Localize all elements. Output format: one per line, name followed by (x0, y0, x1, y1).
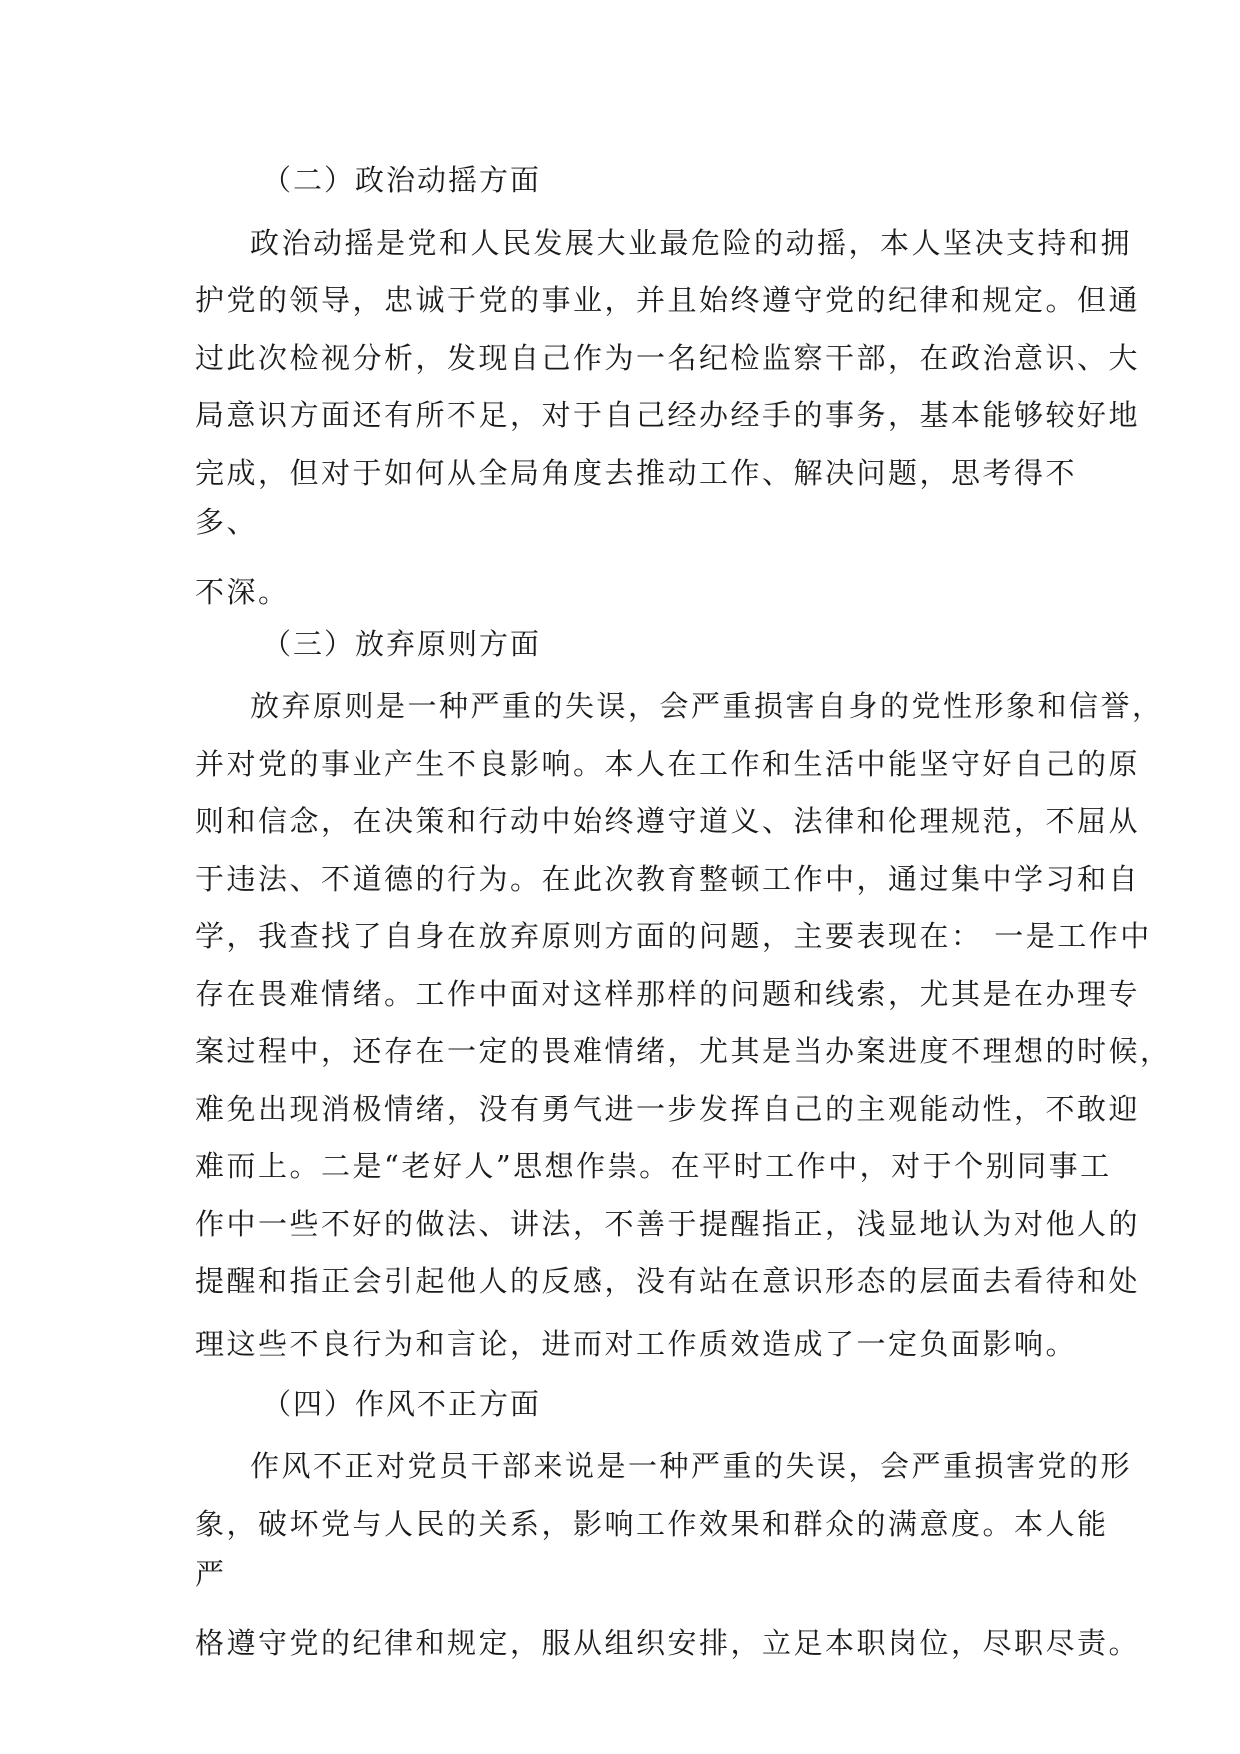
paragraph-line: 难而上。二是“老好人”思想作祟。在平时工作中，对于个别同事工 (195, 1149, 1112, 1183)
paragraph-line: 存在畏难情绪。工作中面对这样那样的问题和线索，尤其是在办理专 (195, 977, 1141, 1011)
paragraph-line: 多、 (195, 505, 259, 539)
paragraph-line: 格遵守党的纪律和规定，服从组织安排，立足本职岗位，尽职尽责。 (195, 1626, 1141, 1660)
paragraph-line: 理这些不良行为和言论，进而对工作质效造成了一定负面影响。 (195, 1327, 1078, 1361)
paragraph-line: 过此次检视分析，发现自己作为一名纪检监察干部，在政治意识、大 (195, 341, 1141, 375)
paragraph-line: 学，我查找了自身在放弃原则方面的问题，主要表现在： 一是工作中 (195, 919, 1152, 953)
paragraph-line: 作中一些不好的做法、讲法，不善于提醒指正，浅显地认为对他人的 (195, 1207, 1141, 1241)
paragraph-line: 护党的领导，忠诚于党的事业，并且始终遵守党的纪律和规定。但通 (195, 283, 1141, 317)
paragraph-line: 案过程中，还存在一定的畏难情绪，尤其是当办案进度不理想的时候， (195, 1034, 1172, 1068)
paragraph-line: 放弃原则是一种严重的失误，会严重损害自身的党性形象和信誉， (250, 689, 1164, 723)
paragraph-line: 不深。 (195, 575, 290, 609)
paragraph-line: 则和信念，在决策和行动中始终遵守道义、法律和伦理规范，不屈从 (195, 804, 1141, 838)
paragraph-line: 完成，但对于如何从全局角度去推动工作、解决问题，思考得不 (195, 456, 1078, 490)
section-heading: （二）政治动摇方面 (262, 163, 542, 197)
paragraph-line: 严 (195, 1557, 227, 1591)
paragraph-line: 提醒和指正会引起他人的反感，没有站在意识形态的层面去看待和处 (195, 1264, 1141, 1298)
section-heading: （三）放弃原则方面 (262, 627, 542, 661)
paragraph-line: 并对党的事业产生不良影响。本人在工作和生活中能坚守好自己的原 (195, 747, 1141, 781)
paragraph-line: 象，破坏党与人民的关系，影响工作效果和群众的满意度。本人能 (195, 1507, 1109, 1541)
paragraph-line: 难免出现消极情绪，没有勇气进一步发挥自己的主观能动性，不敢迎 (195, 1092, 1141, 1126)
paragraph-line: 于违法、不道德的行为。在此次教育整顿工作中，通过集中学习和自 (195, 862, 1141, 896)
paragraph-line: 作风不正对党员干部来说是一种严重的失误，会严重损害党的形 (250, 1449, 1133, 1483)
paragraph-line: 政治动摇是党和人民发展大业最危险的动摇，本人坚决支持和拥 (250, 226, 1133, 260)
section-heading: （四）作风不正方面 (262, 1387, 542, 1421)
paragraph-line: 局意识方面还有所不足，对于自己经办经手的事务，基本能够较好地 (195, 398, 1141, 432)
